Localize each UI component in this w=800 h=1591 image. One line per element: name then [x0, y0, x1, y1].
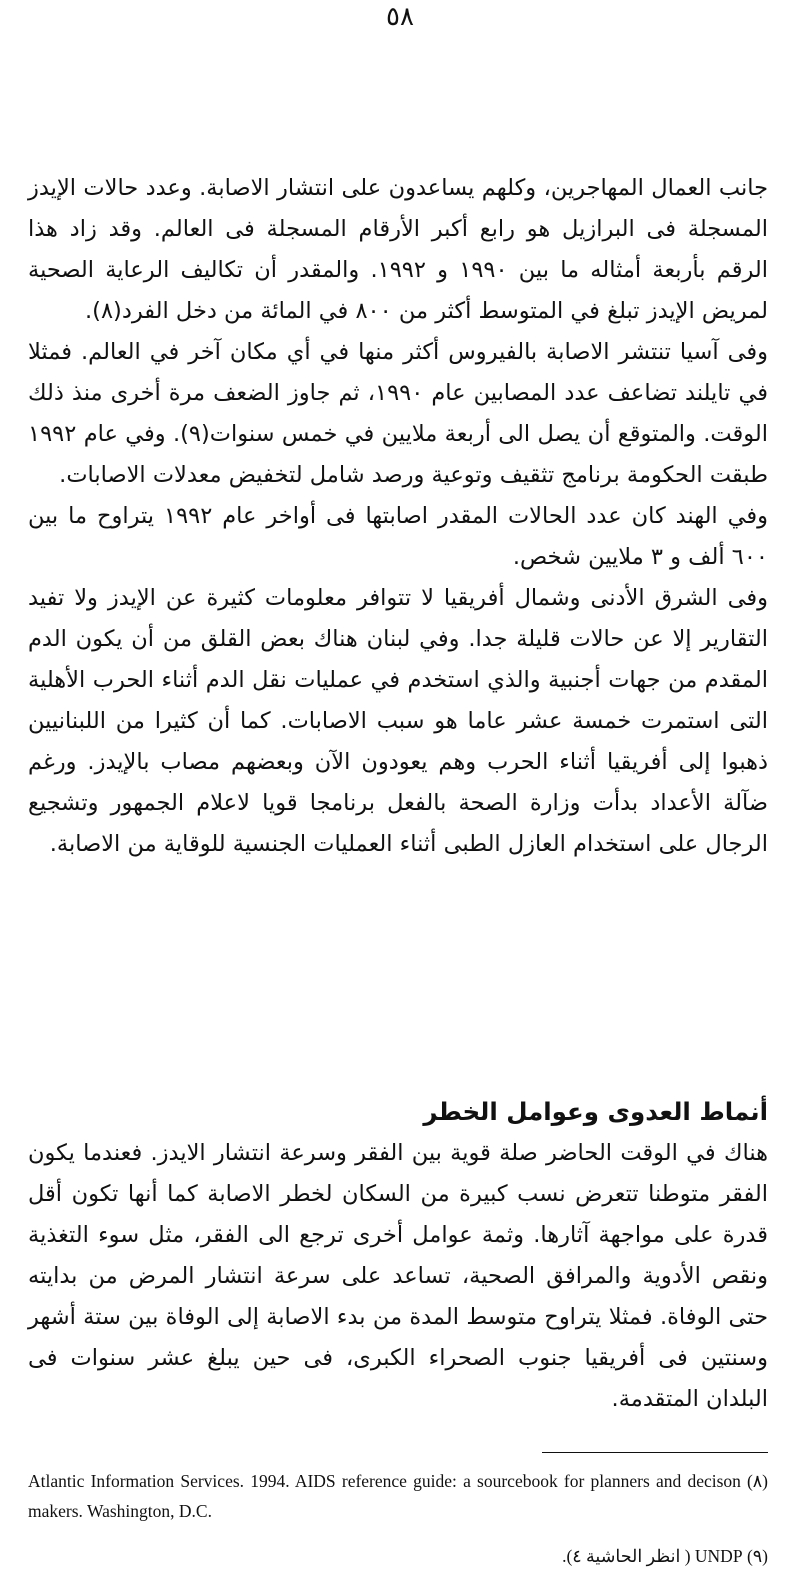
footnote-8 — [28, 1466, 768, 1526]
section-text-block — [28, 1133, 768, 1420]
footnote-9-text: UNDP ( انظر الحاشية ٤). — [562, 1546, 743, 1566]
footnote-9-mark: (٩) — [746, 1546, 768, 1566]
page-number: ٥٨ — [386, 2, 414, 32]
section-heading: أنماط العدوى وعوامل الخطر — [423, 1097, 768, 1126]
footnote-8-text: Atlantic Information Services. 1994. AIDS reference guide: a sourcebook for planners and decison makers. Washington, D.C. — [28, 1471, 741, 1521]
paragraph-near-east: وفى الشرق الأدنى وشمال أفريقيا لا تتوافر معلومات كثيرة عن الإيدز ولا تفيد التقارير إلا عن حالات قليلة جدا. وفي لبنان هناك بعض القلق من أن يكون الدم المقدم من جهات أجنبية والذي استخدم في عمليات نقل الدم أثناء الحرب الأهلية التى استمرت خمسة عشر عاما هو سبب الاصابات. كما أن كثيرا من اللبنانيين ذهبوا إلى أفريقيا أثناء الحرب وهم يعودون الآن وبعضهم مصاب بالإيدز. ورغم ضآلة الأعداد بدأت وزارة الصحة بالفعل برنامجا قويا لاعلام الجمهور وتشجيع الرجال على استخدام العازل الطبى أثناء العمليات الجنسية للوقاية من الاصابة. — [28, 585, 768, 857]
main-text-block — [28, 168, 768, 865]
footnote-9 — [28, 1541, 768, 1571]
footnote-divider — [542, 1452, 768, 1453]
footnote-8-mark: (٨) — [746, 1471, 768, 1491]
paragraph-india: وفي الهند كان عدد الحالات المقدر اصابتها فى أواخر عام ١٩٩٢ يتراوح ما بين ٦٠٠ ألف و ٣ ملايين شخص. — [28, 503, 768, 570]
paragraph-brazil: جانب العمال المهاجرين، وكلهم يساعدون على انتشار الاصابة. وعدد حالات الإيدز المسجلة فى البرازيل هو رابع أكبر الأرقام المسجلة فى العالم. وقد زاد هذا الرقم بأربعة أمثاله ما بين ١٩٩٠ و ١٩٩٢. والمقدر أن تكاليف الرعاية الصحية لمريض الإيدز تبلغ في المتوسط أكثر من ٨٠٠ في المائة من دخل الفرد(٨). — [28, 175, 769, 324]
paragraph-poverty: هناك في الوقت الحاضر صلة قوية بين الفقر وسرعة انتشار الايدز. فعندما يكون الفقر متوطنا تتعرض نسب كبيرة من السكان لخطر الاصابة كما أنها تكون أقل قدرة على مواجهة آثارها. وثمة عوامل أخرى ترجع الى الفقر، مثل سوء التغذية ونقص الأدوية والمرافق الصحية، تساعد على سرعة انتشار المرض من بدايته حتى الوفاة. فمثلا يتراوح متوسط المدة من بدء الاصابة إلى الوفاة بين ستة أشهر وسنتين فى أفريقيا جنوب الصحراء الكبرى، فى حين يبلغ عشر سنوات فى البلدان المتقدمة. — [28, 1140, 768, 1412]
paragraph-asia: وفى آسيا تنتشر الاصابة بالفيروس أكثر منها في أي مكان آخر في العالم. فمثلا في تايلند تضاعف عدد المصابين عام ١٩٩٠، ثم جاوز الضعف مرة أخرى منذ ذلك الوقت. والمتوقع أن يصل الى أربعة ملايين في خمس سنوات(٩). وفي عام ١٩٩٢ طبقت الحكومة برنامج تثقيف وتوعية ورصد شامل لتخفيض معدلات الاصابات. — [28, 339, 768, 488]
